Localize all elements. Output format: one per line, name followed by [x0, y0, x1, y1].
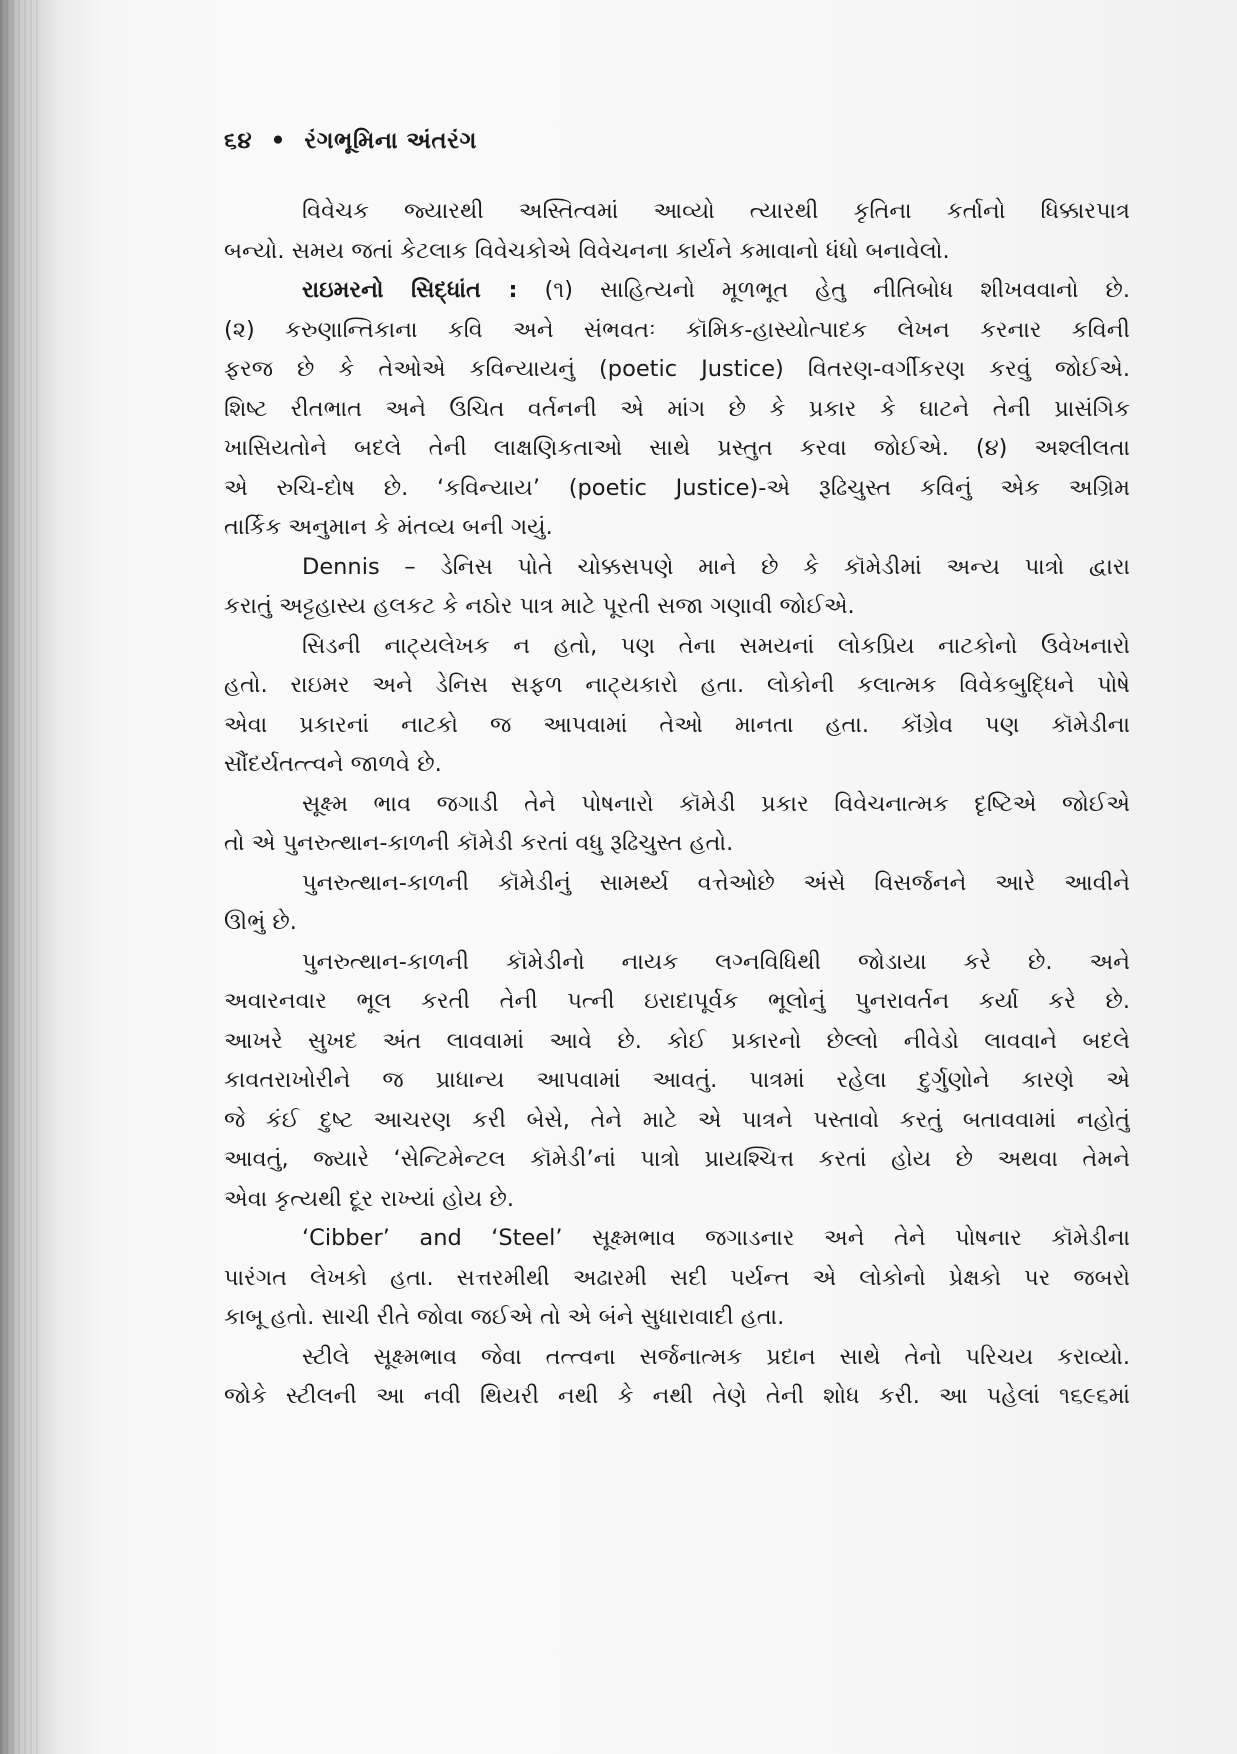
text-line: ‘Cibber’ and ‘Steel’ સૂક્ષ્મભાવ જગાડનાર અને તેને પોષનાર કૉમેડીના	[302, 1225, 1130, 1251]
text-line: Dennis – ડેનિસ પોતે ચોક્કસપણે માને છે કે કૉમેડીમાં અન્ય પાત્રો દ્વારા	[302, 553, 1130, 580]
header-bullet: •	[270, 128, 286, 154]
page-binding-edge	[0, 0, 40, 1754]
text-line: (૨) કરુણાન્તિકાના કવિ અને સંભવતઃ કૉમિક-હાસ્યોત્પાદક લેખન કરનાર કવિની	[224, 316, 1130, 343]
text-line: તો એ પુનરુત્થાન-કાળની કૉમેડી કરતાં વધુ રૂઢિચુસ્ત હતો.	[224, 830, 734, 856]
text-line: કરાતું અટ્ટહાસ્ય હલકટ કે નઠોર પાત્ર માટે પૂરતી સજા ગણાવી જોઈએ.	[224, 593, 855, 619]
text-line: આખરે સુખદ અંત લાવવામાં આવે છે. કોઈ પ્રકારનો છેલ્લો નીવેડો લાવવાને બદલે	[224, 1027, 1130, 1054]
text-line: એ રુચિ-દોષ છે. ‘કવિન્યાય’ (poetic Justice)-એ રૂઢિચુસ્ત કવિનું એક અગ્રિમ	[224, 474, 1130, 501]
text-line: ખાસિયતોને બદલે તેની લાક્ષણિકતાઓ સાથે પ્રસ્તુત કરવા જોઈએ. (૪) અશ્લીલતા	[224, 435, 1130, 461]
theory-heading: રાઇમરનો સિદ્ધાંત :	[302, 277, 518, 303]
text-line: સૂક્ષ્મ ભાવ જગાડી તેને પોષનારો કૉમેડી પ્રકાર વિવેચનાત્મક દૃષ્ટિએ જોઈએ	[302, 790, 1130, 817]
text-line: પારંગત લેખકો હતા. સત્તરમીથી અઢારમી સદી પર્યન્ત એ લોકોનો પ્રેક્ષકો પર જબરો	[224, 1264, 1130, 1291]
text-line: અવારનવાર ભૂલ કરતી તેની પત્ની ઇરાદાપૂર્વક ભૂલોનું પુનરાવર્તન કર્યા કરે છે.	[224, 988, 1130, 1014]
page-number: ૬૪	[224, 128, 253, 154]
text-line: ફરજ છે કે તેઓએ કવિન્યાયનું (poetic Justice) વિતરણ-વર્ગીકરણ કરવું જોઈએ.	[224, 356, 1130, 382]
text-line: બન્યો. સમય જતાં કેટલાક વિવેચકોએ વિવેચનના કાર્યને કમાવાનો ધંધો બનાવેલો.	[224, 237, 950, 264]
text-line: કાબૂ હતો. સાચી રીતે જોવા જઈએ તો એ બંને સુધારાવાદી હતા.	[224, 1304, 785, 1330]
text-line: વિવેચક જ્યારથી અસ્તિત્વમાં આવ્યો ત્યારથી કૃતિના કર્તાનો ધિક્કારપાત્ર	[302, 198, 1130, 224]
text-line: આવતું, જ્યારે ‘સેન્ટિમેન્ટલ કૉમેડી’નાં પાત્રો પ્રાયશ્ચિત્ત કરતાં હોય છે અથવા તેમને	[224, 1146, 1130, 1172]
body-text	[224, 192, 1130, 1417]
text-line: એવા પ્રકારનાં નાટકો જ આપવામાં તેઓ માનતા હતા. કૉંગ્રેવ પણ કૉમેડીના	[224, 711, 1130, 738]
text-line: કાવતરાખોરીને જ પ્રાધાન્ય આપવામાં આવતું. પાત્રમાં રહેલા દુર્ગુણોને કારણે એ	[224, 1067, 1130, 1093]
text-line: હતો. રાઇમર અને ડેનિસ સફળ નાટ્યકારો હતા. લોકોની કલાત્મક વિવેકબુદ્ધિને પોષે	[224, 672, 1130, 698]
text-line: પુનરુત્થાન-કાળની કૉમેડીનો નાયક લગ્નવિધિથી જોડાયા કરે છે. અને	[302, 948, 1130, 975]
text-line: સૌંદર્યતત્ત્વને જાળવે છે.	[224, 751, 442, 777]
text-line: સ્ટીલે સૂક્ષ્મભાવ જેવા તત્ત્વના સર્જનાત્મક પ્રદાન સાથે તેનો પરિચય કરાવ્યો.	[302, 1343, 1130, 1370]
text-line: શિષ્ટ રીતભાત અને ઉચિત વર્તનની એ માંગ છે કે પ્રકાર કે ઘાટને તેની પ્રાસંગિક	[224, 395, 1130, 422]
text-line: તાર્કિક અનુમાન કે મંતવ્ય બની ગયું.	[224, 514, 553, 540]
book-title: રંગભૂમિના અંતરંગ	[304, 128, 477, 154]
text-line	[224, 271, 1130, 311]
text-line-rest: (૧) સાહિત્યનો મૂળભૂત હેતુ નીતિબોધ શીખવવાનો છે.	[517, 277, 1130, 303]
text-line: સિડની નાટ્યલેખક ન હતો, પણ તેના સમયનાં લોકપ્રિય નાટકોનો ઉવેખનારો	[302, 632, 1130, 659]
running-header	[224, 128, 477, 154]
text-line: જોકે સ્ટીલની આ નવી થિયરી નથી કે નથી તેણે તેની શોધ કરી. આ પહેલાં ૧૬૯૬માં	[224, 1383, 1130, 1409]
text-line: ઊભું છે.	[224, 909, 297, 935]
text-line: પુનરુત્થાન-કાળની કૉમેડીનું સામર્થ્ય વત્તેઓછે અંસે વિસર્જનને આરે આવીને	[302, 869, 1130, 896]
text-line: એવા કૃત્યથી દૂર રાખ્યાં હોય છે.	[224, 1185, 514, 1212]
text-line: જે કંઈ દુષ્ટ આચરણ કરી બેસે, તેને માટે એ પાત્રને પસ્તાવો કરતું બતાવવામાં નહોતું	[224, 1106, 1130, 1133]
